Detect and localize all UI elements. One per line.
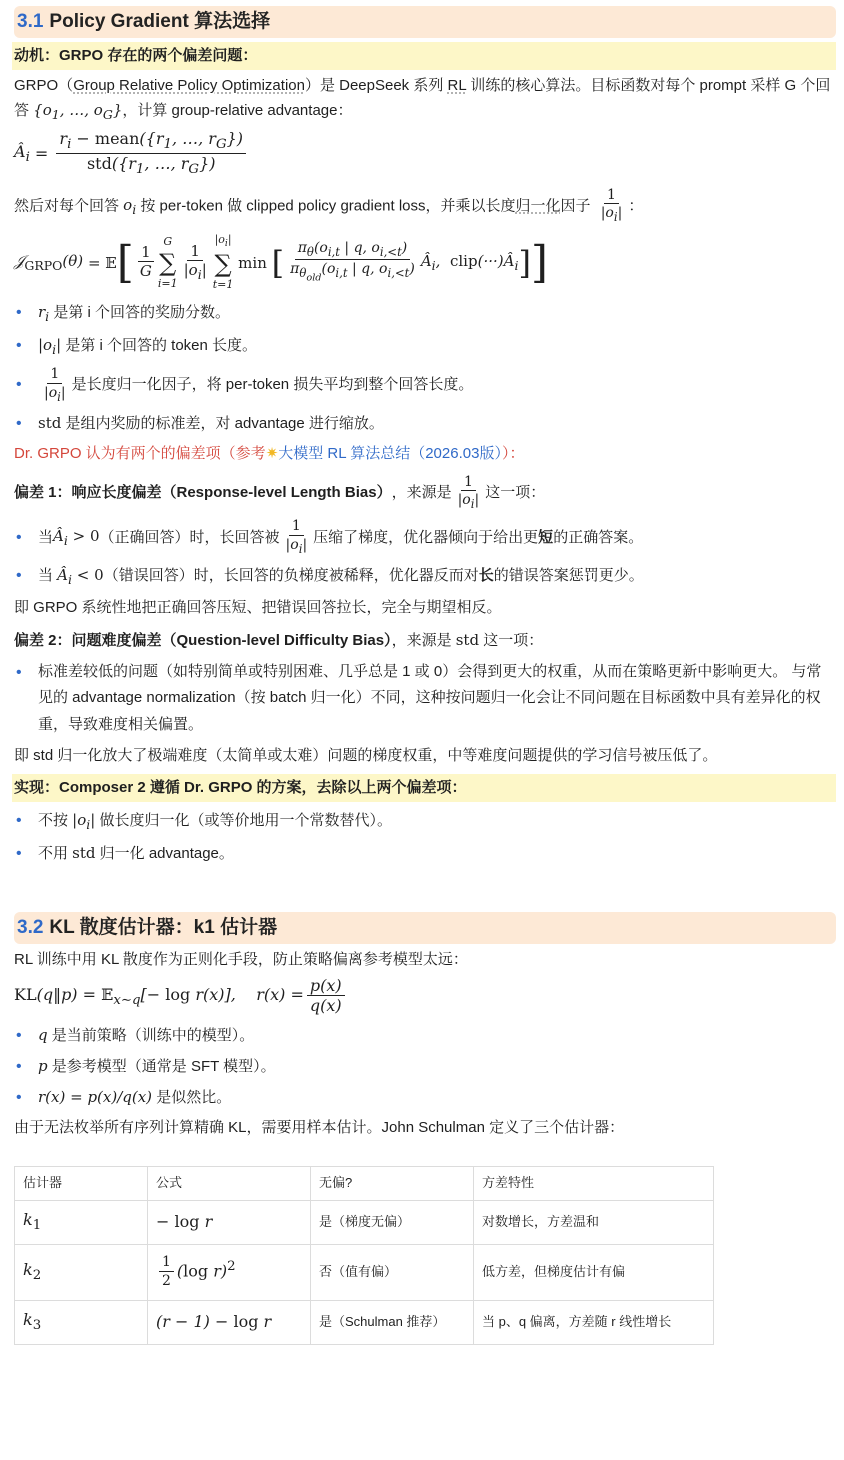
then-paragraph: 然后对每个回答 $o_i$ 按 per-token 做 clipped policy gradient loss，并乘以长度归一化因子 $\frac{1}{|o_i|}$ ： — [14, 186, 644, 225]
advantage-formula: $Â_i$ = $\frac{r_i - mean(\{r_1, \dots, r_G\})}{std(\{r_1, \dots, r_G\})}$ — [14, 129, 836, 179]
impl-list — [14, 808, 836, 866]
bias2-list — [14, 659, 836, 738]
list-item: • $r_i$ 是第 i 个回答的奖励分数。 — [38, 300, 836, 327]
estimator-table — [14, 1166, 714, 1345]
table-header-row: 估计器 公式 无偏? 方差特性 — [15, 1166, 714, 1200]
grpo-intro: GRPO（Group Relative Policy Optimization）是 DeepSeek 系列 RL 训练的核心算法。目标函数对每个 prompt 采样 G 个回答 {$o_1$, …, $o_G$}，计算 group-relative advantage： — [14, 77, 831, 122]
list-item: • 当 $Â_i > 0$ （正确回答）时，长回答被 $\frac{1}{|o_i|}$ 压缩了梯度，优化器倾向于给出更 短 的正确答案。 — [38, 518, 836, 557]
list-item: • 标准差较低的问题（如特别简单或特别困难、几乎总是 1 或 0）会得到更大的权重，从而在策略更新中影响更大。 与常见的 advantage normalization（按 batch 归一化）不同，这种按问题归一化会让不同问题在目标函数中具有差异化的权重，导致难度相关偏置。 — [38, 659, 836, 738]
list-item: • $\frac{1}{|o_i|}$ 是长度归一化因子，将 per-token 损失平均到整个回答长度。 — [38, 366, 836, 405]
section-title: KL 散度估计器：k1 估计器 — [49, 916, 278, 938]
list-item: • p 是参考模型（通常是 SFT 模型）。 — [38, 1054, 836, 1079]
impl-callout: 实现：Composer 2 遵循 Dr. GRPO 的方案，去除以上两个偏差项： — [12, 774, 836, 802]
section-title: Policy Gradient 算法选择 — [49, 11, 271, 32]
table-row: $k_3$ (r − 1) − log r 是（Schulman 推荐） 当 p、q 偏离，方差随 r 线性增长 — [15, 1300, 714, 1344]
sample-set-math: {$o_1$, …, $o_G$} — [33, 101, 123, 122]
table-row: $k_1$ − log r 是（梯度无偏） 对数增长，方差温和 — [15, 1200, 714, 1244]
section-heading-3-2 — [14, 912, 836, 944]
bias1-heading: 偏差 1：响应长度偏差（Response-level Length Bias） ，来源是 $\frac{1}{|o_i|}$ 这一项： — [14, 473, 546, 512]
bias2-heading: 偏差 2：问题难度偏差（Question-level Difficulty Bias），来源是 std 这一项： — [14, 631, 544, 650]
bias1-list — [14, 518, 836, 590]
grpo-objective-formula: 𝒥$_{GRPO}$(θ) = 𝔼 [ $\frac{1}{G}$ G ∑ i=1 $\frac{1}{|o_i|}$ $|o_i|$ ∑ t=1 min [ $\frac{\pi_\theta(o_{i,t} | q, o_{i,<t})}{\pi_{\theta_{old}}(o_{i,t} | q, o_{i,<t})}$ $Â_i$, $clip(\cdot\cdot\cdot)Â_i$ ] ] — [14, 233, 549, 292]
reference-link[interactable]: 大模型 RL 算法总结（2026.03版） — [278, 444, 502, 462]
estimator-intro: 由于无法枚举所有序列计算精确 KL，需要用样本估计。John Schulman 定义了三个估计器： — [14, 1118, 625, 1136]
list-item: • r(x) = p(x)/q(x) 是似然比。 — [38, 1085, 836, 1110]
kl-terms-list — [14, 1023, 836, 1110]
motive-callout: 动机：GRPO 存在的两个偏差问题： — [12, 42, 836, 70]
bias2-summary: 即 std 归一化放大了极端难度（太简单或太难）问题的梯度权重，中等难度问题提供的学习信号被压低了。 — [14, 746, 718, 764]
star-icon: ✷ — [265, 444, 279, 462]
section-number: 3.2 — [17, 916, 44, 938]
list-item: • $|o_i|$ 是第 i 个回答的 token 长度。 — [38, 333, 836, 360]
list-item: • 不按 $|o_i|$ 做长度归一化（或等价地用一个常数替代）。 — [38, 808, 836, 835]
drgrpo-note: Dr. GRPO 认为有两个的偏差项（参考✷大模型 RL 算法总结（2026.03版））： — [14, 444, 525, 462]
list-item: • std 是组内奖励的标准差，对 advantage 进行缩放。 — [38, 411, 836, 436]
list-item: • q 是当前策略（训练中的模型）。 — [38, 1023, 836, 1048]
grpo-terms-list — [14, 300, 836, 436]
list-item: • 不用 std 归一化 advantage。 — [38, 841, 836, 866]
section-number: 3.1 — [17, 11, 44, 32]
list-item: • 当 $Â_i < 0$（错误回答）时，长回答的负梯度被稀释，优化器反而对长的错误答案惩罚更少。 — [38, 563, 836, 590]
kl-intro: RL 训练中用 KL 散度作为正则化手段，防止策略偏离参考模型太远： — [14, 950, 468, 968]
bias1-summary: 即 GRPO 系统性地把正确回答压短、把错误回答拉长，完全与期望相反。 — [14, 599, 502, 617]
table-row: $k_2$ $\frac{1}{2}$ (log r)$^2$ 否（值有偏） 低方差，但梯度估计有偏 — [15, 1244, 714, 1300]
kl-formula: KL(q‖p) = 𝔼$_{x\sim q}$[− log r(x)], r(x) = $\frac{p(x)}{q(x)}$ — [14, 976, 836, 1017]
section-heading-3-1 — [14, 6, 836, 38]
